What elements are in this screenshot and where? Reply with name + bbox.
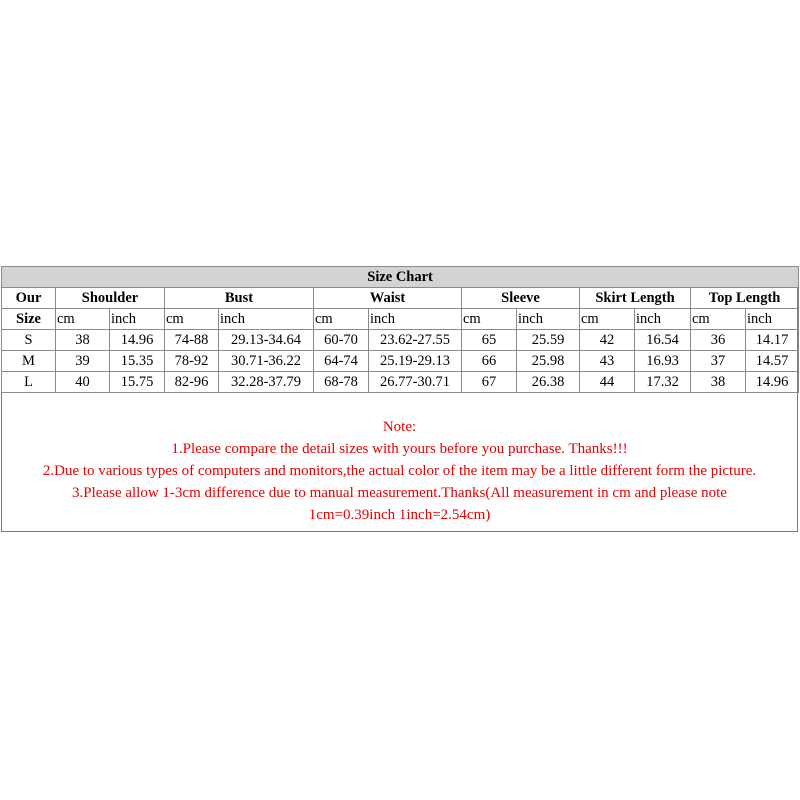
table-cell: 37 [691,351,746,372]
size-chart-table [1,266,799,393]
note-line-3: 3.Please allow 1-3cm difference due to manual measurement.Thanks(All measurement in cm and please note [72,485,727,501]
unit-cm: cm [691,309,746,330]
table-cell: 26.38 [517,372,580,393]
waist-header: Waist [314,288,462,309]
size-cell: L [2,372,56,393]
table-cell: 25.59 [517,330,580,351]
note-line-4: 1cm=0.39inch 1inch=2.54cm) [308,507,491,523]
unit-inch: inch [635,309,691,330]
table-cell: 14.17 [746,330,799,351]
table-cell: 29.13-34.64 [219,330,314,351]
unit-cm: cm [314,309,369,330]
table-cell: 64-74 [314,351,369,372]
table-cell: 78-92 [165,351,219,372]
table-cell: 43 [580,351,635,372]
shoulder-header: Shoulder [56,288,165,309]
table-cell: 74-88 [165,330,219,351]
table-cell: 17.32 [635,372,691,393]
table-cell: 65 [462,330,517,351]
size-header: Size [2,309,56,330]
table-cell: 40 [56,372,110,393]
note-line-1: 1.Please compare the detail sizes with yours before you purchase. Thanks!!! [171,441,628,457]
table-cell: 25.98 [517,351,580,372]
table-cell: 39 [56,351,110,372]
size-cell: M [2,351,56,372]
unit-cm: cm [165,309,219,330]
table-cell: 26.77-30.71 [369,372,462,393]
unit-inch: inch [369,309,462,330]
top-length-header: Top Length [691,288,799,309]
table-cell: 60-70 [314,330,369,351]
unit-inch: inch [517,309,580,330]
table-cell: 15.75 [110,372,165,393]
table-cell: 30.71-36.22 [219,351,314,372]
table-row [2,330,799,351]
table-cell: 44 [580,372,635,393]
unit-inch: inch [110,309,165,330]
table-cell: 14.96 [746,372,799,393]
size-cell: S [2,330,56,351]
table-cell: 14.57 [746,351,799,372]
table-row [2,351,799,372]
skirt-length-header: Skirt Length [580,288,691,309]
table-cell: 14.96 [110,330,165,351]
table-cell: 66 [462,351,517,372]
chart-title: Size Chart [2,267,799,288]
table-cell: 42 [580,330,635,351]
notes-block [1,394,798,526]
table-cell: 68-78 [314,372,369,393]
table-row [2,372,799,393]
table-cell: 25.19-29.13 [369,351,462,372]
table-cell: 38 [56,330,110,351]
table-cell: 82-96 [165,372,219,393]
table-cell: 15.35 [110,351,165,372]
table-cell: 16.54 [635,330,691,351]
table-cell: 36 [691,330,746,351]
table-cell: 38 [691,372,746,393]
unit-inch: inch [219,309,314,330]
unit-cm: cm [580,309,635,330]
note-line-2: 2.Due to various types of computers and monitors,the actual color of the item may be a little different form the picture. [42,463,757,479]
table-cell: 67 [462,372,517,393]
unit-cm: cm [56,309,110,330]
unit-cm: cm [462,309,517,330]
our-size-header: Our [2,288,56,309]
bust-header: Bust [165,288,314,309]
sleeve-header: Sleeve [462,288,580,309]
table-cell: 32.28-37.79 [219,372,314,393]
note-heading: Note: [382,419,417,435]
unit-inch: inch [746,309,799,330]
table-cell: 16.93 [635,351,691,372]
table-cell: 23.62-27.55 [369,330,462,351]
